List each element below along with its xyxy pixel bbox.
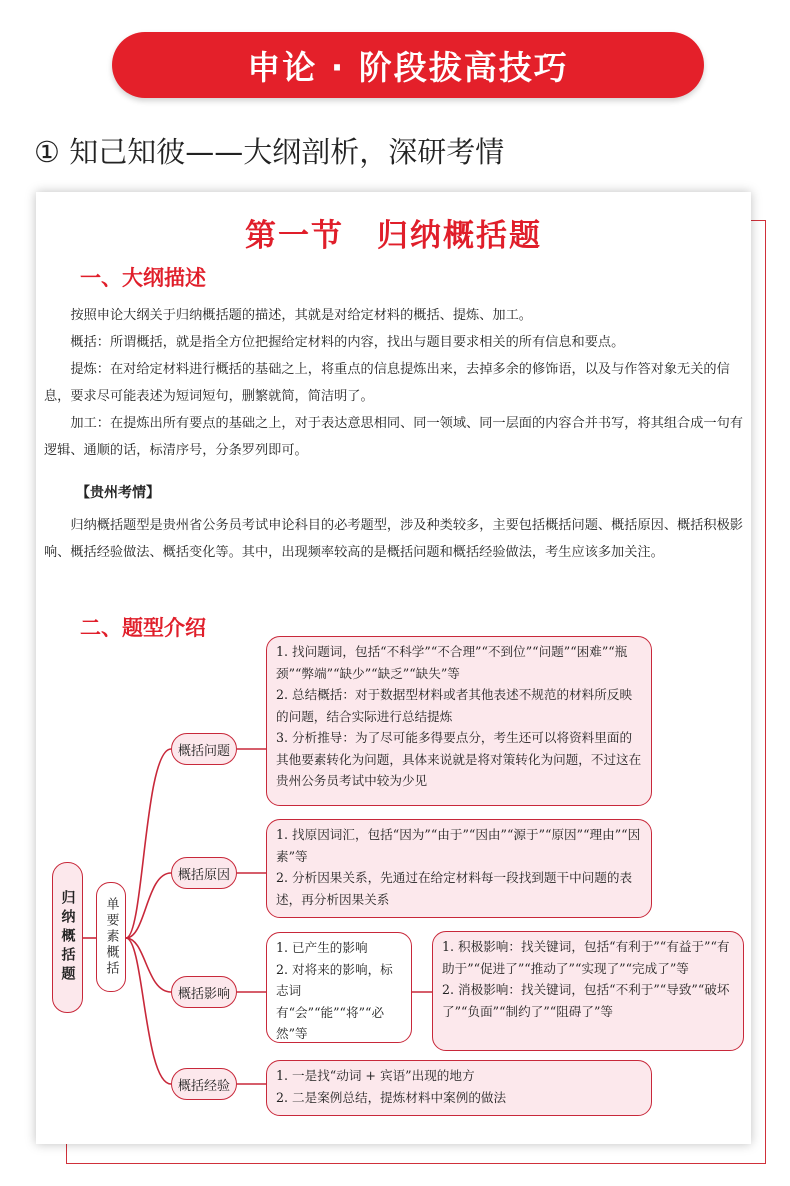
page-title: 第一节 归纳概括题 — [245, 218, 542, 254]
detail-yingxiang-sub — [432, 931, 744, 1051]
detail-line: 2. 二是案例总结，提炼材料中案例的做法 — [276, 1089, 507, 1105]
category-jingyan: 概括经验 — [171, 1068, 237, 1100]
paragraph-guizhou: 归纳概括题型是贵州省公务员考试申论科目的必考题型，涉及种类较多，主要包括概括问题、概括原因、概括积极影响、概括经验做法、概括变化等。其中，出现频率较高的是概括问题和概括经验做法，考生应该多加关注。 — [44, 518, 743, 560]
section-heading-outline: 一、大纲描述 — [80, 266, 206, 290]
section-heading-types: 二、题型介绍 — [80, 616, 206, 640]
paragraph-gaikuo: 概括：所谓概括，就是指全方位把握给定材料的内容，找出与题目要求相关的所有信息和要点。 — [70, 335, 625, 350]
detail-line: 1. 找原因词汇，包括“因为”“由于”“因由”“源于”“原因”“理由”“因素”等 — [276, 827, 641, 864]
category-yuanyin: 概括原因 — [171, 857, 237, 889]
banner-title: 申论 · 阶段拔高技巧 — [247, 47, 569, 87]
header-banner — [112, 32, 704, 98]
detail-line: 2. 分析因果关系，先通过在给定材料每一段找到题干中问题的表述，再分析因果关系 — [276, 870, 633, 907]
detail-line: 1. 一是找“动词 + 宾语”出现的地方 — [276, 1068, 475, 1083]
guizhou-tag: 【贵州考情】 — [76, 485, 160, 501]
detail-wenti — [266, 636, 652, 806]
detail-yingxiang — [266, 932, 412, 1043]
detail-line: 1. 积极影响：找关键词，包括“有利于”“有益于”“有助于”“促进了”“推动了”“实现了”“完成了”等 — [442, 939, 730, 976]
detail-line: 2. 总结概括：对于数据型材料或者其他表述不规范的材料所反映的问题，结合实际进行总结提炼 — [276, 687, 633, 724]
detail-line: 1. 找问题词，包括“不科学”“不合理”“不到位”“问题”“困难”“瓶颈”“弊端”“缺少”“缺乏”“缺失”等 — [276, 644, 628, 681]
detail-line: 1. 已产生的影响 — [276, 940, 368, 955]
detail-line: 3. 分析推导：为了尽可能多得要点分，考生还可以将资料里面的其他要素转化为问题，具体来说就是将对策转化为问题，不过这在贵州公务员考试中较为少见 — [276, 730, 642, 788]
category-wenti: 概括问题 — [171, 733, 237, 765]
category-yingxiang: 概括影响 — [171, 976, 237, 1008]
paragraph-jiagong: 加工：在提炼出所有要点的基础之上，对于表达意思相同、同一领域、同一层面的内容合并书写，将其组合成一句有逻辑、通顺的话，标清序号，分条罗列即可。 — [44, 416, 743, 458]
detail-line: 2. 消极影响：找关键词，包括“不利于”“导致”“破坏了”“负面”“制约了”“阻碍了”等 — [442, 982, 730, 1019]
mindmap-root: 归纳概括题 — [52, 862, 83, 1013]
document-page — [36, 192, 751, 1144]
detail-jingyan — [266, 1060, 652, 1116]
section-subheading: ① 知己知彼——大纲剖析，深研考情 — [34, 135, 505, 169]
mindmap-single-factor: 单要素概括 — [96, 882, 126, 992]
detail-yuanyin — [266, 819, 652, 918]
detail-line: 2. 对将来的影响，标志词有“会”“能”“将”“必然”等 — [276, 961, 393, 1041]
paragraph-tilian: 提炼：在对给定材料进行概括的基础之上，将重点的信息提炼出来，去掉多余的修饰语，以及与作答对象无关的信息，要求尽可能表述为短词短句，删繁就简，简洁明了。 — [44, 362, 730, 404]
paragraph-intro: 按照申论大纲关于归纳概括题的描述，其就是对给定材料的概括、提炼、加工。 — [70, 308, 532, 323]
